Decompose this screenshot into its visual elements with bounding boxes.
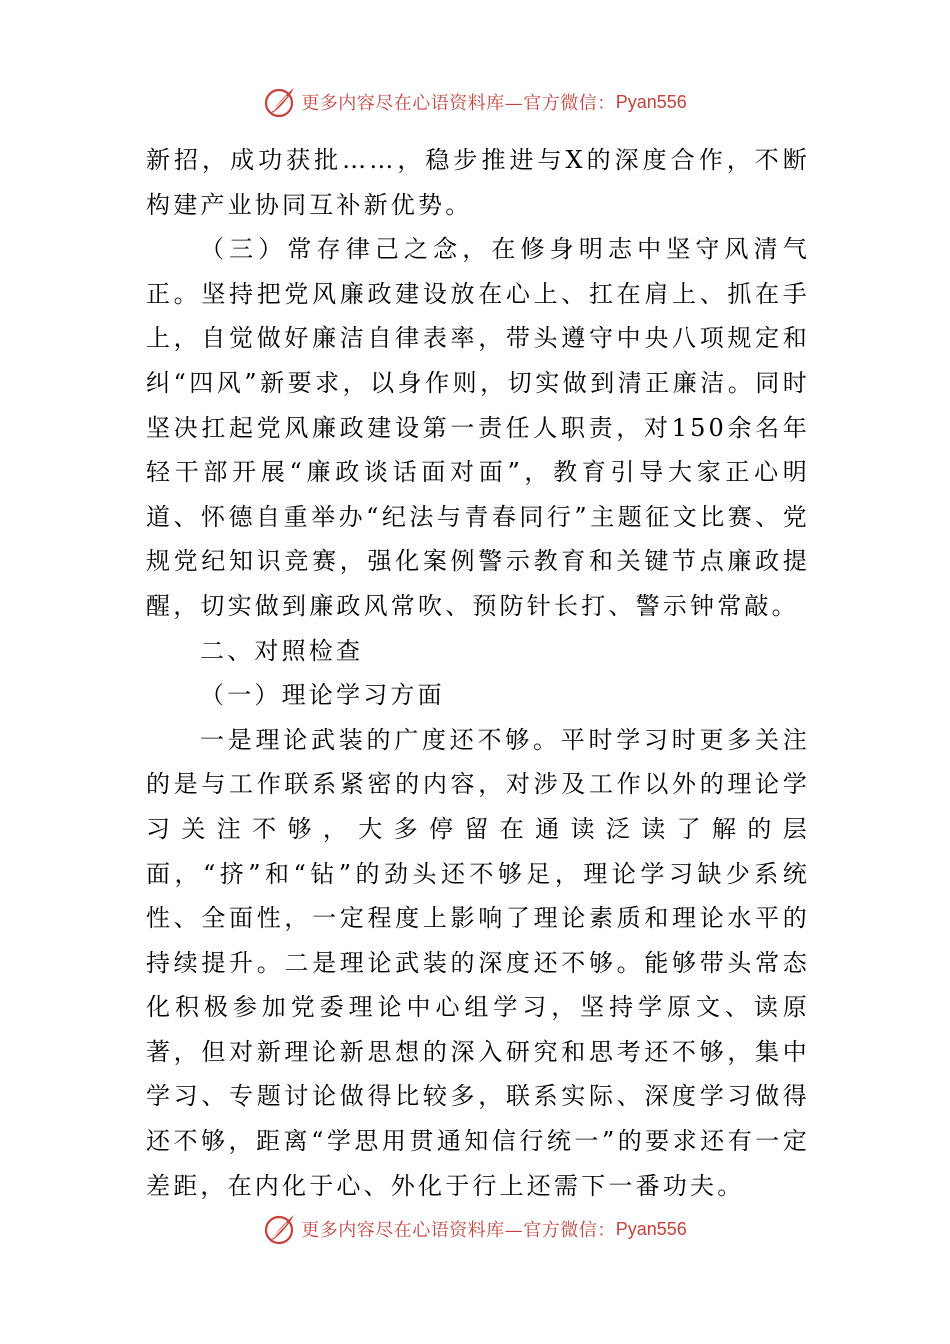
header-text: 更多内容尽在心语资料库—官方微信： [301, 93, 616, 114]
paragraph-1: 新招，成功获批……，稳步推进与X的深度合作，不断构建产业协同互补新优势。 [146, 146, 810, 219]
quill-logo-icon [263, 85, 297, 119]
paragraph-2: （三）常存律己之念，在修身明志中坚守风清气正。坚持把党风廉政建设放在心上、扛在肩上、抓在手上，自觉做好廉洁自律表率，带头遵守中央八项规定和纠“四风”新要求，以身作则，切实做到清正廉洁。同时坚决扛起党风廉政建设第一责任人职责，对150余名年轻干部开展“廉政谈话面对面”，教育引导大家正心明道、怀德自重举办“纪法与青春同行”主题征文比赛、党规党纪知识竞赛，强化案例警示教育和关键节点廉政提醒，切实做到廉政风常吹、预防针长打、警示钟常敲。 [146, 235, 810, 620]
footer-contact: Pyan556 [615, 1218, 687, 1239]
paragraph-3: 一是理论武装的广度还不够。平时学习时更多关注的是与工作联系紧密的内容，对涉及工作以外的理论学习关注不够，大多停留在通读泛读了解的层面，“挤”和“钻”的劲头还不够足，理论学习缺少系统性、全面性，一定程度上影响了理论素质和理论水平的持续提升。二是理论武装的深度还不够。能够带头常态化积极参加党委理论中心组学习，坚持学原文、读原著，但对新理论新思想的深入研究和思考还不够，集中学习、专题讨论做得比较多，联系实际、深度学习做得还不够，距离“学思用贯通知信行统一”的要求还有一定差距，在内化于心、外化于行上还需下一番功夫。 [146, 725, 810, 1200]
subsection-heading: （一）理论学习方面 [200, 681, 445, 710]
section-heading: 二、对照检查 [200, 636, 364, 665]
header-banner [0, 84, 950, 120]
footer-text: 更多内容尽在心语资料库—官方微信： [301, 1220, 616, 1241]
header-contact: Pyan556 [615, 91, 687, 112]
footer-banner [0, 1211, 950, 1247]
document-body [146, 138, 810, 1208]
quill-logo-icon [263, 1212, 297, 1246]
